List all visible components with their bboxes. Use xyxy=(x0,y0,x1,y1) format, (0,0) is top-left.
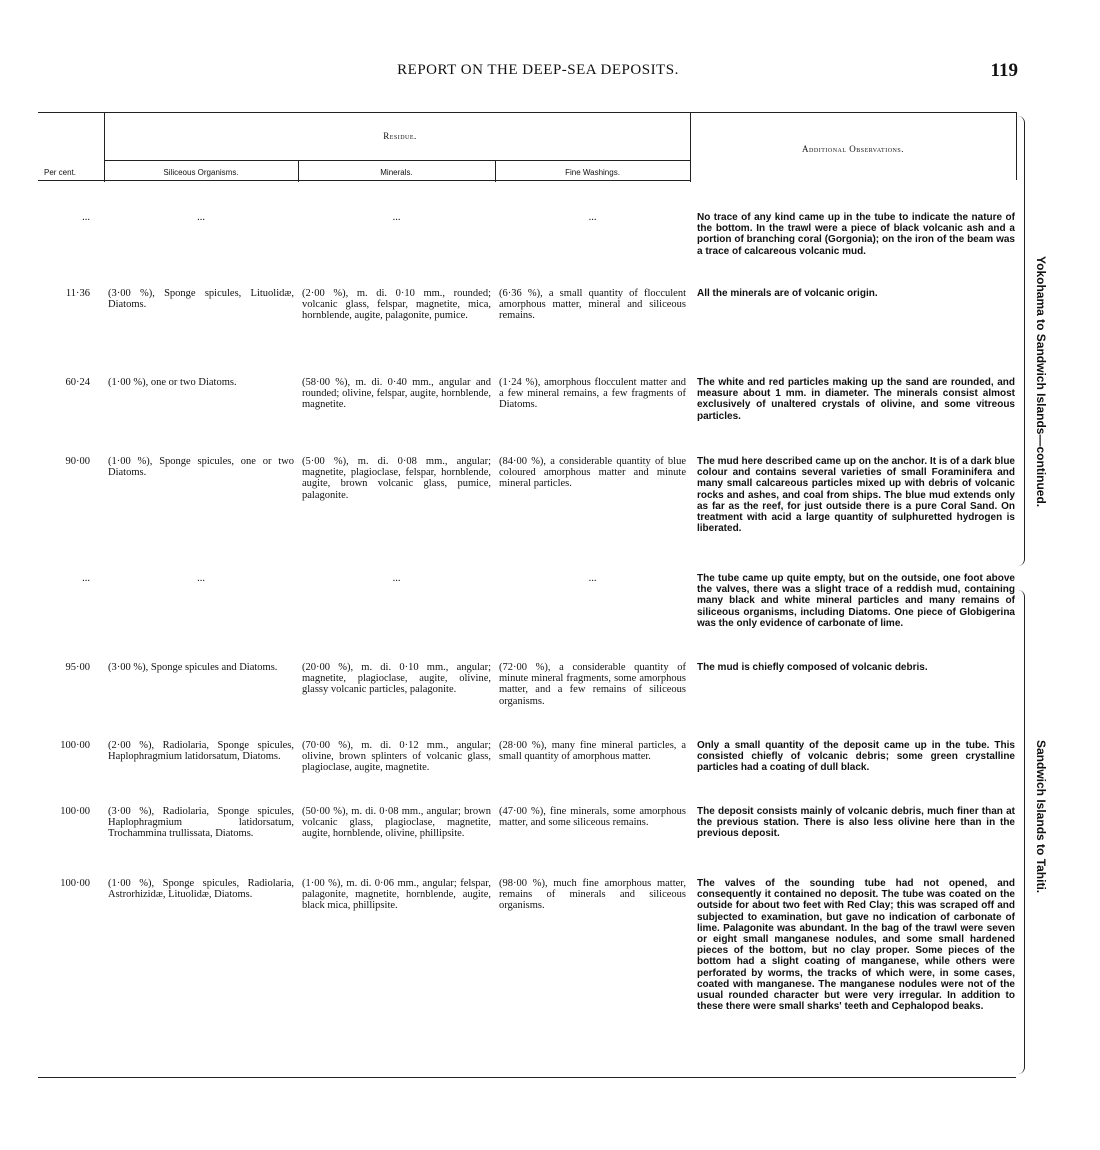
row5-siliceous: ... xyxy=(197,573,205,584)
upper-side-label: Yokohama to Sandwich Islands—continued. xyxy=(1034,256,1048,508)
row9-siliceous: (1·00 %), Sponge spicules, Radiolaria, Astrorhizidæ, Lituolidæ, Diatoms. xyxy=(108,878,294,901)
upper-brace xyxy=(1018,116,1025,566)
row7-minerals: (70·00 %), m. di. 0·12 mm., angular; olivine, brown splinters of volcanic glass, plagioclase, augite, magnetite. xyxy=(302,740,491,774)
row1-minerals: ... xyxy=(392,212,401,223)
siliceous-header: Siliceous Organisms. xyxy=(163,168,239,177)
minerals-header: Minerals. xyxy=(380,168,413,177)
row7-siliceous: (2·00 %), Radiolaria, Sponge spicules, Haplophragmium latidorsatum, Diatoms. xyxy=(108,740,294,763)
row4-per-cent: 90·00 xyxy=(65,456,90,467)
running-title: REPORT ON THE DEEP-SEA DEPOSITS. xyxy=(397,62,679,78)
row4-minerals: (5·00 %), m. di. 0·08 mm., angular; magnetite, plagioclase, felspar, hornblende, augite, brown volcanic glass, pumice, palagonite. xyxy=(302,456,491,501)
row8-observations: The deposit consists mainly of volcanic debris, much finer than at the previous station. There is also less olivine here than in the previous deposit. xyxy=(697,806,1015,840)
row1-fine: ... xyxy=(588,212,597,223)
header-bottom-rule xyxy=(38,180,690,181)
row2-siliceous: (3·00 %), Sponge spicules, Lituolidæ, Diatoms. xyxy=(108,288,294,311)
row6-minerals: (20·00 %), m. di. 0·10 mm., angular; magnetite, plagioclase, augite, olivine, glassy volcanic particles, palagonite. xyxy=(302,662,491,696)
residue-header: Residue. xyxy=(383,131,417,141)
row5-observations: The tube came up quite empty, but on the outside, one foot above the valves, there was a slight trace of a reddish mud, containing many black and white mineral particles and many remains of siliceous organisms, including Diatoms. One piece of Globigerina was the only evidence of carbonate of lime. xyxy=(697,573,1015,629)
row5-fine: ... xyxy=(588,573,597,584)
row2-per-cent: 11·36 xyxy=(65,288,90,299)
per-cent-header: Per cent. xyxy=(44,168,77,177)
col-rule-right xyxy=(1016,112,1017,180)
row8-per-cent: 100·00 xyxy=(60,806,90,817)
header-split-rule xyxy=(104,160,690,161)
row6-observations: The mud is chiefly composed of volcanic debris. xyxy=(697,662,928,673)
row9-per-cent: 100·00 xyxy=(60,878,90,889)
row8-fine: (47·00 %), fine minerals, some amorphous matter, and some siliceous remains. xyxy=(499,806,686,829)
row3-siliceous: (1·00 %), one or two Diatoms. xyxy=(108,377,237,388)
row4-fine: (84·00 %), a considerable quantity of blue coloured amorphous matter and minute mineral particles. xyxy=(499,456,686,490)
row3-observations: The white and red particles making up the sand are rounded, and measure about 1 mm. in diameter. The minerals consist almost exclusively of unaltered crystals of olivine, and some vitreous particles. xyxy=(697,377,1015,422)
row3-fine: (1·24 %), amorphous flocculent matter and a few mineral remains, a few fragments of Diatoms. xyxy=(499,377,686,411)
row8-siliceous: (3·00 %), Radiolaria, Sponge spicules, Haplophragmium latidorsatum, Trochammina trullissata, Diatoms. xyxy=(108,806,294,840)
row6-siliceous: (3·00 %), Sponge spicules and Diatoms. xyxy=(108,662,278,673)
row8-minerals: (50·00 %), m. di. 0·08 mm., angular; brown volcanic glass, plagioclase, magnetite, augite, hornblende, olivine, phillipsite. xyxy=(302,806,491,840)
row1-siliceous: ... xyxy=(197,212,205,223)
row6-fine: (72·00 %), a considerable quantity of minute mineral fragments, some amorphous matter, and a few remains of siliceous organisms. xyxy=(499,662,686,707)
page-header xyxy=(0,62,1100,86)
row3-minerals: (58·00 %), m. di. 0·40 mm., angular and rounded; olivine, felspar, augite, hornblende, magnetite. xyxy=(302,377,491,411)
additional-observations-header: Additional Observations. xyxy=(802,144,904,154)
table-bottom-rule xyxy=(38,1077,1016,1078)
row7-per-cent: 100·00 xyxy=(60,740,90,751)
row5-per-cent: ... xyxy=(82,573,90,584)
lower-side-label: Sandwich Islands to Tahiti. xyxy=(1034,740,1048,894)
page-number: 119 xyxy=(990,60,1018,81)
row6-per-cent: 95·00 xyxy=(65,662,90,673)
fine-washings-header: Fine Washings. xyxy=(565,168,620,177)
row2-fine: (6·36 %), a small quantity of flocculent amorphous matter, mineral and siliceous remains. xyxy=(499,288,686,322)
row3-per-cent: 60·24 xyxy=(65,377,90,388)
row1-per-cent: ... xyxy=(82,212,90,223)
row2-minerals: (2·00 %), m. di. 0·10 mm., rounded; volcanic glass, felspar, magnetite, mica, hornblende, augite, palagonite, pumice. xyxy=(302,288,491,322)
row7-fine: (28·00 %), many fine mineral particles, a small quantity of amorphous matter. xyxy=(499,740,686,763)
row7-observations: Only a small quantity of the deposit came up in the tube. This consisted chiefly of volcanic debris; some green crystalline particles had a coating of dull black. xyxy=(697,740,1015,774)
row5-minerals: ... xyxy=(392,573,401,584)
lower-brace xyxy=(1018,590,1025,1074)
table-top-rule xyxy=(38,112,1016,113)
row4-observations: The mud here described came up on the anchor. It is of a dark blue colour and contains several varieties of small Foraminifera and many small calcareous particles mixed up with debris of volcanic rocks and ashes, and coal from ships. The blue mud extends only as far as the reef, for just outside there is a pure Coral Sand. On treatment with acid a large quantity of sulphuretted hydrogen is liberated. xyxy=(697,456,1015,535)
row2-observations: All the minerals are of volcanic origin. xyxy=(697,288,878,299)
row9-fine: (98·00 %), much fine amorphous matter, remains of minerals and siliceous organisms. xyxy=(499,878,686,912)
row1-observations: No trace of any kind came up in the tube to indicate the nature of the bottom. In the trawl were a piece of black volcanic ash and a portion of branching coral (Gorgonia); on the iron of the beam was a trace of calcareous volcanic mud. xyxy=(697,212,1015,257)
row9-observations: The valves of the sounding tube had not opened, and consequently it contained no deposit. The tube was coated on the outside for about two feet with Red Clay; this was scraped off and subjected to examination, but gave no indication of carbonate of lime. Palagonite was abundant. In the bag of the trawl were seven or eight small manganese nodules, and some small hardened pieces of the bottom, but no clay proper. Some pieces of the bottom had a slight coating of manganese, while others were perforated by worms, the tracks of which were, in some cases, coated with manganese. The manganese nodules were not of the usual rounded character but were very irregular. In addition to these there were small sharks' teeth and Cephalopod beaks. xyxy=(697,878,1015,1013)
row9-minerals: (1·00 %), m. di. 0·06 mm., angular; felspar, palagonite, magnetite, hornblende, augite, black mica, phillipsite. xyxy=(302,878,491,912)
row4-siliceous: (1·00 %), Sponge spicules, one or two Diatoms. xyxy=(108,456,294,479)
